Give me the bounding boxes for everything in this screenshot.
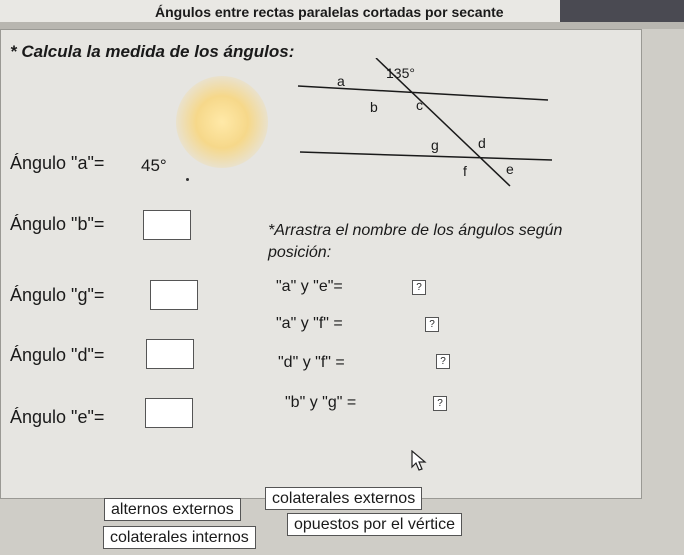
instruction-text: * Calcula la medida de los ángulos: <box>10 42 295 61</box>
option-alternos-externos[interactable]: alternos externos <box>104 498 241 521</box>
angle-label-g: g <box>431 137 439 153</box>
angle-label-c: c <box>416 97 423 113</box>
parallel-line-bottom <box>300 152 552 160</box>
angle-label-a: a <box>337 73 345 89</box>
option-colaterales-externos[interactable]: colaterales externos <box>265 487 422 510</box>
title-underline <box>0 22 684 29</box>
option-opuestos-por-el-vertice[interactable]: opuestos por el vértice <box>287 513 462 536</box>
angle-given-label: 135° <box>386 65 415 81</box>
angle-label-d: d <box>478 135 486 151</box>
angle-label-e: e <box>506 161 514 177</box>
pair-d-f-drop-target[interactable]: ? <box>436 354 450 369</box>
pair-a-e-drop-target[interactable]: ? <box>412 280 426 295</box>
pair-b-g-label: "b" y "g" = <box>285 394 357 411</box>
angle-a-label: Ángulo "a"= <box>10 153 105 173</box>
option-colaterales-internos[interactable]: colaterales internos <box>103 526 256 549</box>
angle-b-label: Ángulo "b"= <box>10 214 105 234</box>
angle-d-label: Ángulo "d"= <box>10 345 105 365</box>
pair-a-f-drop-target[interactable]: ? <box>425 317 439 332</box>
drag-instruction: *Arrastra el nombre de los ángulos según posición: <box>268 222 563 261</box>
parallel-line-top <box>298 86 548 100</box>
pair-a-e-label: "a" y "e"= <box>276 278 343 295</box>
pair-a-f-label: "a" y "f" = <box>276 315 343 332</box>
angle-e-input[interactable] <box>145 398 193 428</box>
stray-dot <box>186 178 189 181</box>
angle-g-input[interactable] <box>150 280 198 310</box>
page-title: Ángulos entre rectas paralelas cortadas por secante <box>155 4 504 20</box>
angle-a-value: 45° <box>141 156 167 175</box>
light-glare <box>176 76 268 168</box>
angle-b-input[interactable] <box>143 210 191 240</box>
parallel-lines-diagram <box>290 58 560 188</box>
pair-d-f-label: "d" y "f" = <box>278 354 345 371</box>
angle-d-input[interactable] <box>146 339 194 369</box>
angle-label-f: f <box>463 163 467 179</box>
pair-b-g-drop-target[interactable]: ? <box>433 396 447 411</box>
mouse-pointer-icon <box>411 450 427 472</box>
angle-label-b: b <box>370 99 378 115</box>
angle-g-label: Ángulo "g"= <box>10 285 105 305</box>
angle-e-label: Ángulo "e"= <box>10 407 105 427</box>
